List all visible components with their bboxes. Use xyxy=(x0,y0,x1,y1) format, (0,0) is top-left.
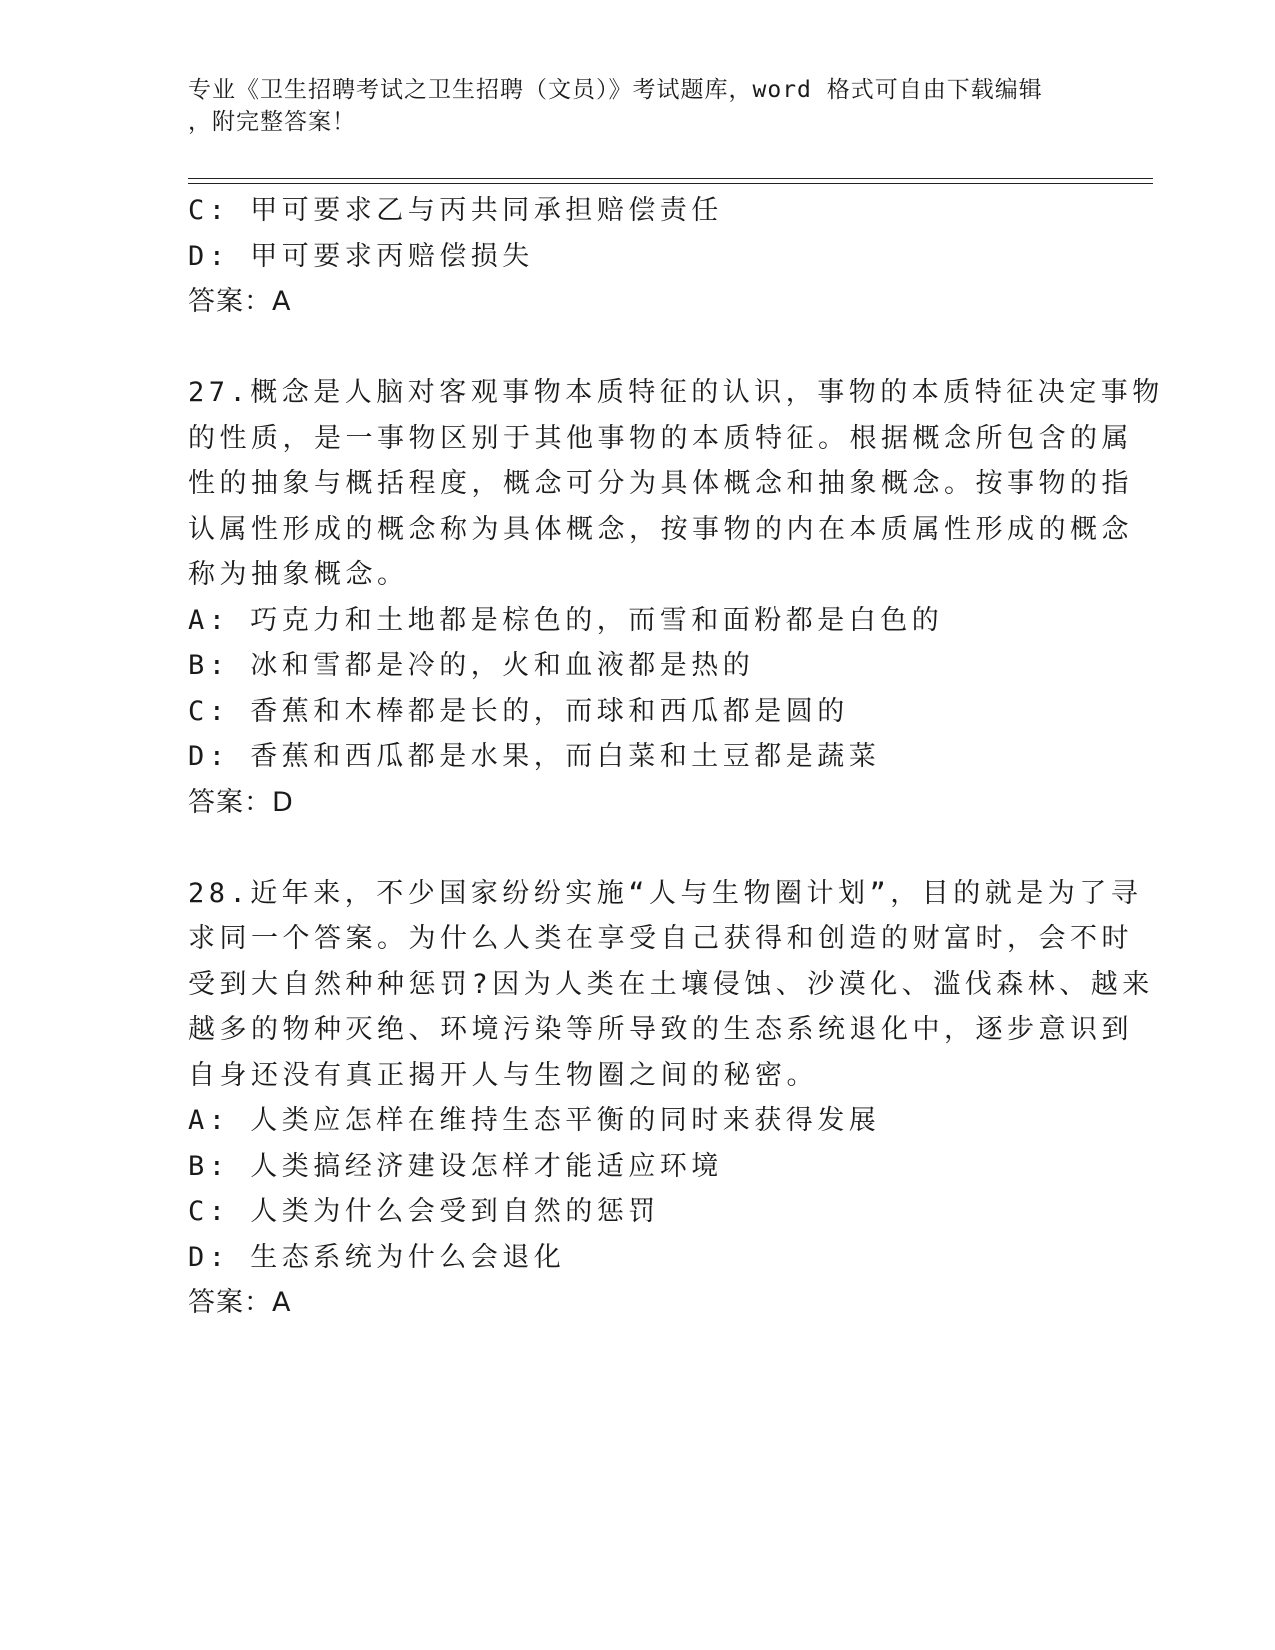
page-header xyxy=(188,74,1088,138)
question-text-line: 27.概念是人脑对客观事物本质特征的认识，事物的本质特征决定事物 xyxy=(188,377,1164,408)
option-b: B: 人类搞经济建设怎样才能适应环境 xyxy=(188,1150,723,1182)
question-text-line: 受到大自然种种惩罚?因为人类在土壤侵蚀、沙漠化、滥伐森林、越来 xyxy=(188,968,1154,1000)
answer-line: 答案：A xyxy=(188,286,292,317)
document-body xyxy=(188,188,1164,1326)
question-text-line: 的性质，是一事物区别于其他事物的本质特征。根据概念所包含的属 xyxy=(188,422,1133,454)
header-line-1: 专业《卫生招聘考试之卫生招聘（文员）》考试题库，word 格式可自由下载编辑 xyxy=(188,77,1043,103)
option-a: A: 人类应怎样在维持生态平衡的同时来获得发展 xyxy=(188,1105,881,1136)
header-line-2: ，附完整答案！ xyxy=(188,109,356,135)
header-divider-top xyxy=(188,178,1153,179)
option-d: D: 香蕉和西瓜都是水果，而白菜和土豆都是蔬菜 xyxy=(188,741,881,772)
spacer xyxy=(188,325,1078,371)
question-text-line: 28.近年来，不少国家纷纷实施“人与生物圈计划”，目的就是为了寻 xyxy=(188,877,1143,909)
question-text-line: 性的抽象与概括程度，概念可分为具体概念和抽象概念。按事物的指 xyxy=(188,468,1133,499)
option-d: D: 甲可要求丙赔偿损失 xyxy=(188,240,534,272)
spacer xyxy=(188,825,1078,871)
question-text-line: 称为抽象概念。 xyxy=(188,559,409,590)
option-b: B: 冰和雪都是冷的，火和血液都是热的 xyxy=(188,650,755,681)
question-27 xyxy=(188,370,1164,825)
question-text-line: 求同一个答案。为什么人类在享受自己获得和创造的财富时，会不时 xyxy=(188,923,1133,954)
previous-question-tail xyxy=(188,188,1078,325)
option-c: C: 人类为什么会受到自然的惩罚 xyxy=(188,1196,660,1227)
question-text-line: 越多的物种灭绝、环境污染等所导致的生态系统退化中，逐步意识到 xyxy=(188,1014,1133,1045)
option-a: A: 巧克力和土地都是棕色的，而雪和面粉都是白色的 xyxy=(188,604,944,636)
header-divider-bottom xyxy=(188,183,1153,184)
question-text-line: 认属性形成的概念称为具体概念，按事物的内在本质属性形成的概念 xyxy=(188,513,1133,545)
question-text-line: 自身还没有真正揭开人与生物圈之间的秘密。 xyxy=(188,1059,818,1091)
option-c: C: 甲可要求乙与丙共同承担赔偿责任 xyxy=(188,195,723,226)
option-d: D: 生态系统为什么会退化 xyxy=(188,1241,566,1273)
option-c: C: 香蕉和木棒都是长的，而球和西瓜都是圆的 xyxy=(188,695,849,727)
answer-line: 答案：A xyxy=(188,1287,292,1318)
answer-line: 答案：D xyxy=(188,786,294,818)
question-28 xyxy=(188,871,1154,1326)
